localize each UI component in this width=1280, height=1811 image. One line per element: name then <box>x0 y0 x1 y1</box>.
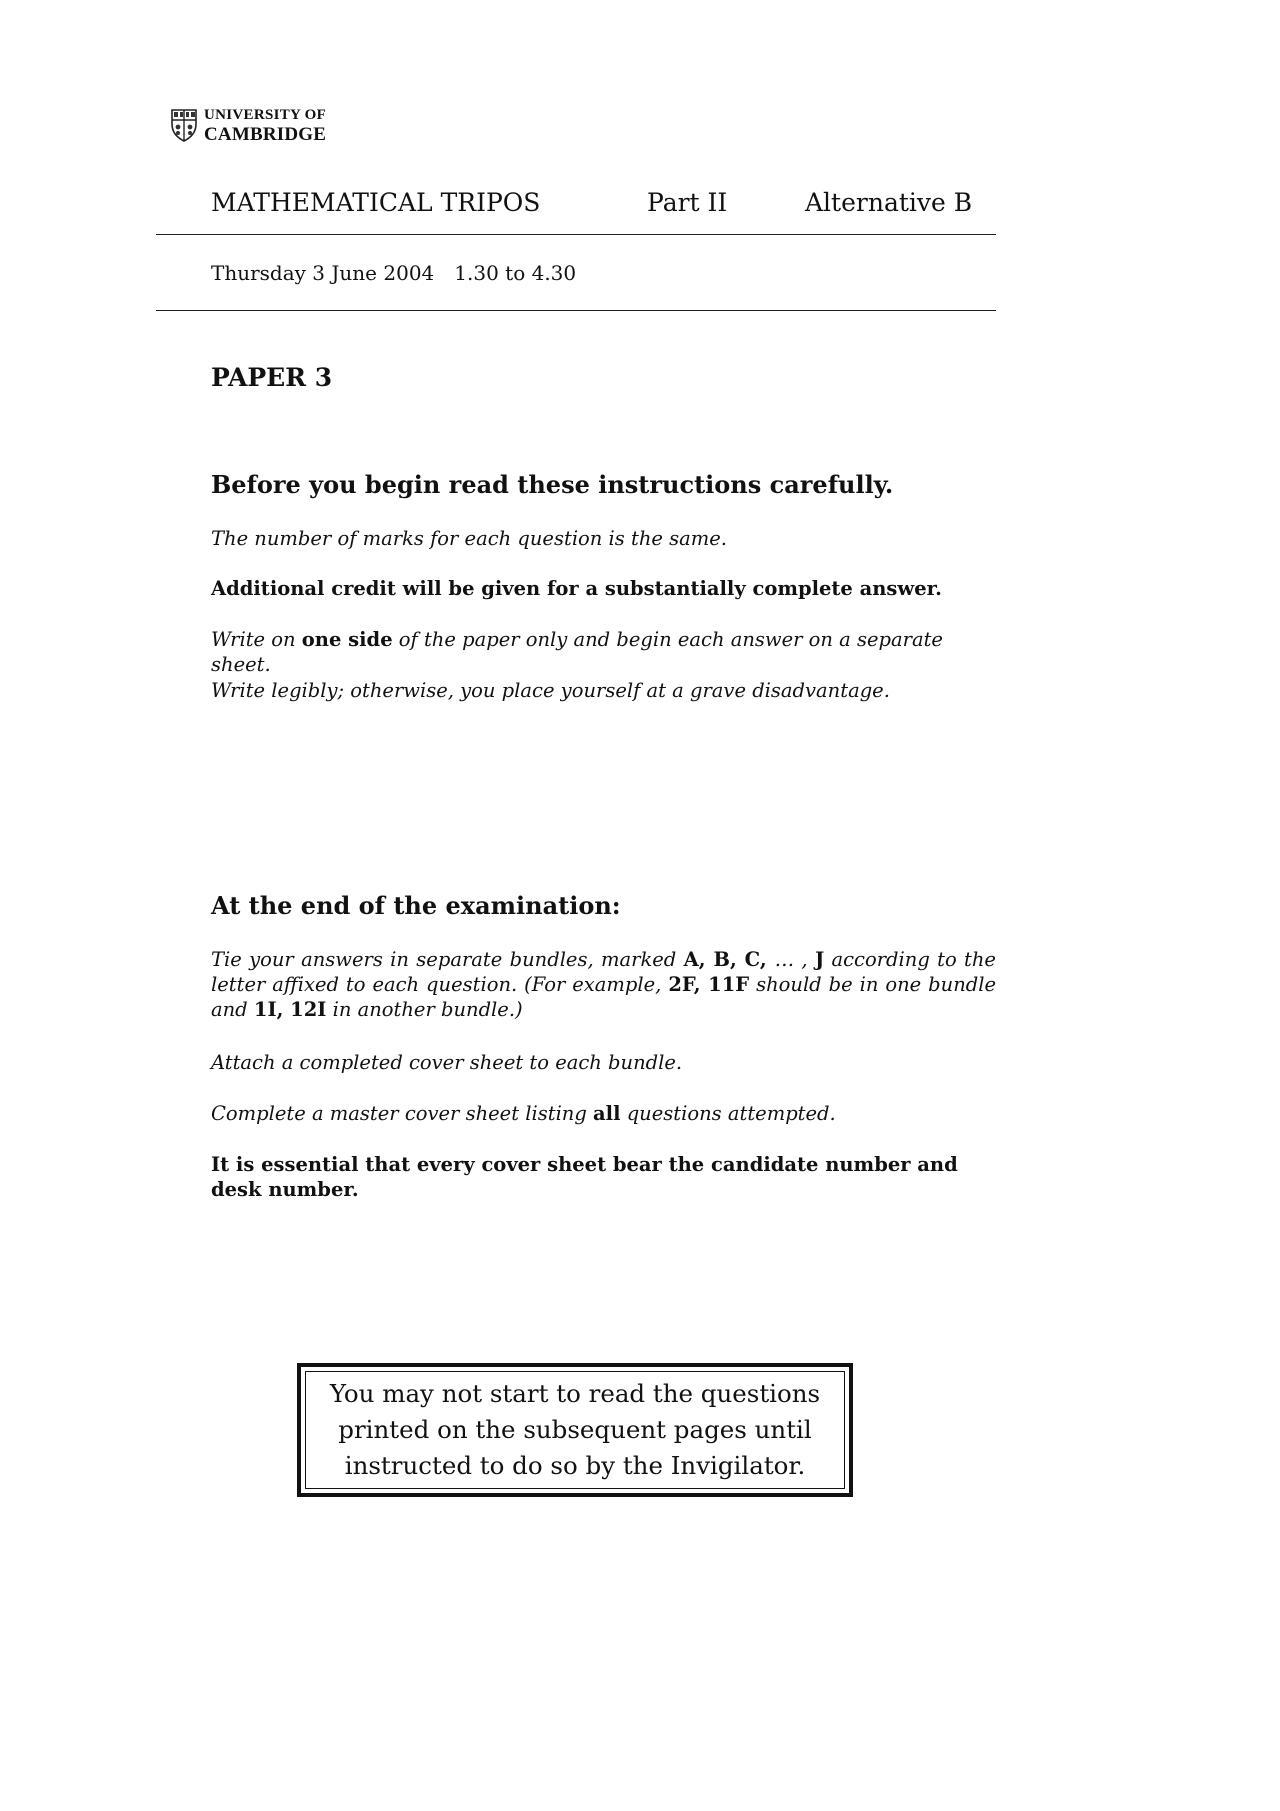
instruction-one-side-pre: Write on <box>211 628 302 651</box>
paper-title: PAPER 3 <box>211 363 333 392</box>
invigilator-notice <box>330 1376 820 1484</box>
invigilator-notice-box <box>297 1363 853 1497</box>
end-of-exam-heading: At the end of the examination: <box>211 891 621 920</box>
tie-bold-example-2: 1I, 12I <box>253 998 327 1021</box>
date-divider <box>156 310 996 311</box>
instruction-legibly: Write legibly; otherwise, you place yourself at a grave disadvantage. <box>211 679 890 702</box>
tie-text-5: in another bundle.) <box>326 998 523 1021</box>
notice-line-2: printed on the subsequent pages until <box>338 1415 812 1444</box>
header-divider <box>156 234 996 235</box>
tie-text-4: should be in one bundle and <box>211 973 997 1021</box>
logo-line-cambridge: CAMBRIDGE <box>204 124 327 145</box>
university-logo <box>170 106 326 144</box>
master-text-post: questions attempted. <box>620 1102 836 1125</box>
exam-time: 1.30 to 4.30 <box>454 261 577 285</box>
exam-date-time <box>211 261 576 285</box>
alternative-label: Alternative B <box>805 188 973 217</box>
instruction-tie-bundles <box>211 947 996 1022</box>
notice-line-1: You may not start to read the questions <box>329 1379 821 1408</box>
exam-date: Thursday 3 June 2004 <box>211 261 435 285</box>
tie-text-2: … , <box>774 948 815 971</box>
master-text-pre: Complete a master cover sheet listing <box>211 1102 594 1125</box>
tie-text-1: Tie your answers in separate bundles, marked <box>211 948 684 971</box>
instruction-one-side-emphasis: one side <box>301 628 393 651</box>
instructions-heading: Before you begin read these instructions carefully. <box>211 470 894 499</box>
tripos-title: MATHEMATICAL TRIPOS <box>211 188 541 217</box>
notice-line-3: instructed to do so by the Invigilator. <box>344 1451 806 1480</box>
instruction-one-side-post: of the paper only and begin each answer on a separate sheet. <box>211 628 943 676</box>
tie-bold-letters: A, B, C, <box>683 948 775 971</box>
instruction-attach-cover: Attach a completed cover sheet to each bundle. <box>211 1051 683 1074</box>
instruction-essential: It is essential that every cover sheet bear the candidate number and desk number. <box>211 1153 958 1201</box>
instruction-marks: The number of marks for each question is the same. <box>211 527 727 550</box>
master-text-emphasis: all <box>593 1102 621 1125</box>
instruction-one-side <box>211 627 996 677</box>
instruction-credit: Additional credit will be given for a substantially complete answer. <box>211 577 942 600</box>
logo-line-university: UNIVERSITY OF <box>204 107 327 123</box>
instruction-master-cover <box>211 1101 996 1126</box>
tie-text-3: according to the letter affixed to each question. (For example, <box>211 948 996 996</box>
university-crest-icon <box>170 108 198 142</box>
tie-bold-last-letter: J <box>814 948 825 971</box>
tie-bold-example-1: 2F, 11F <box>668 973 750 996</box>
part-label: Part II <box>647 188 728 217</box>
